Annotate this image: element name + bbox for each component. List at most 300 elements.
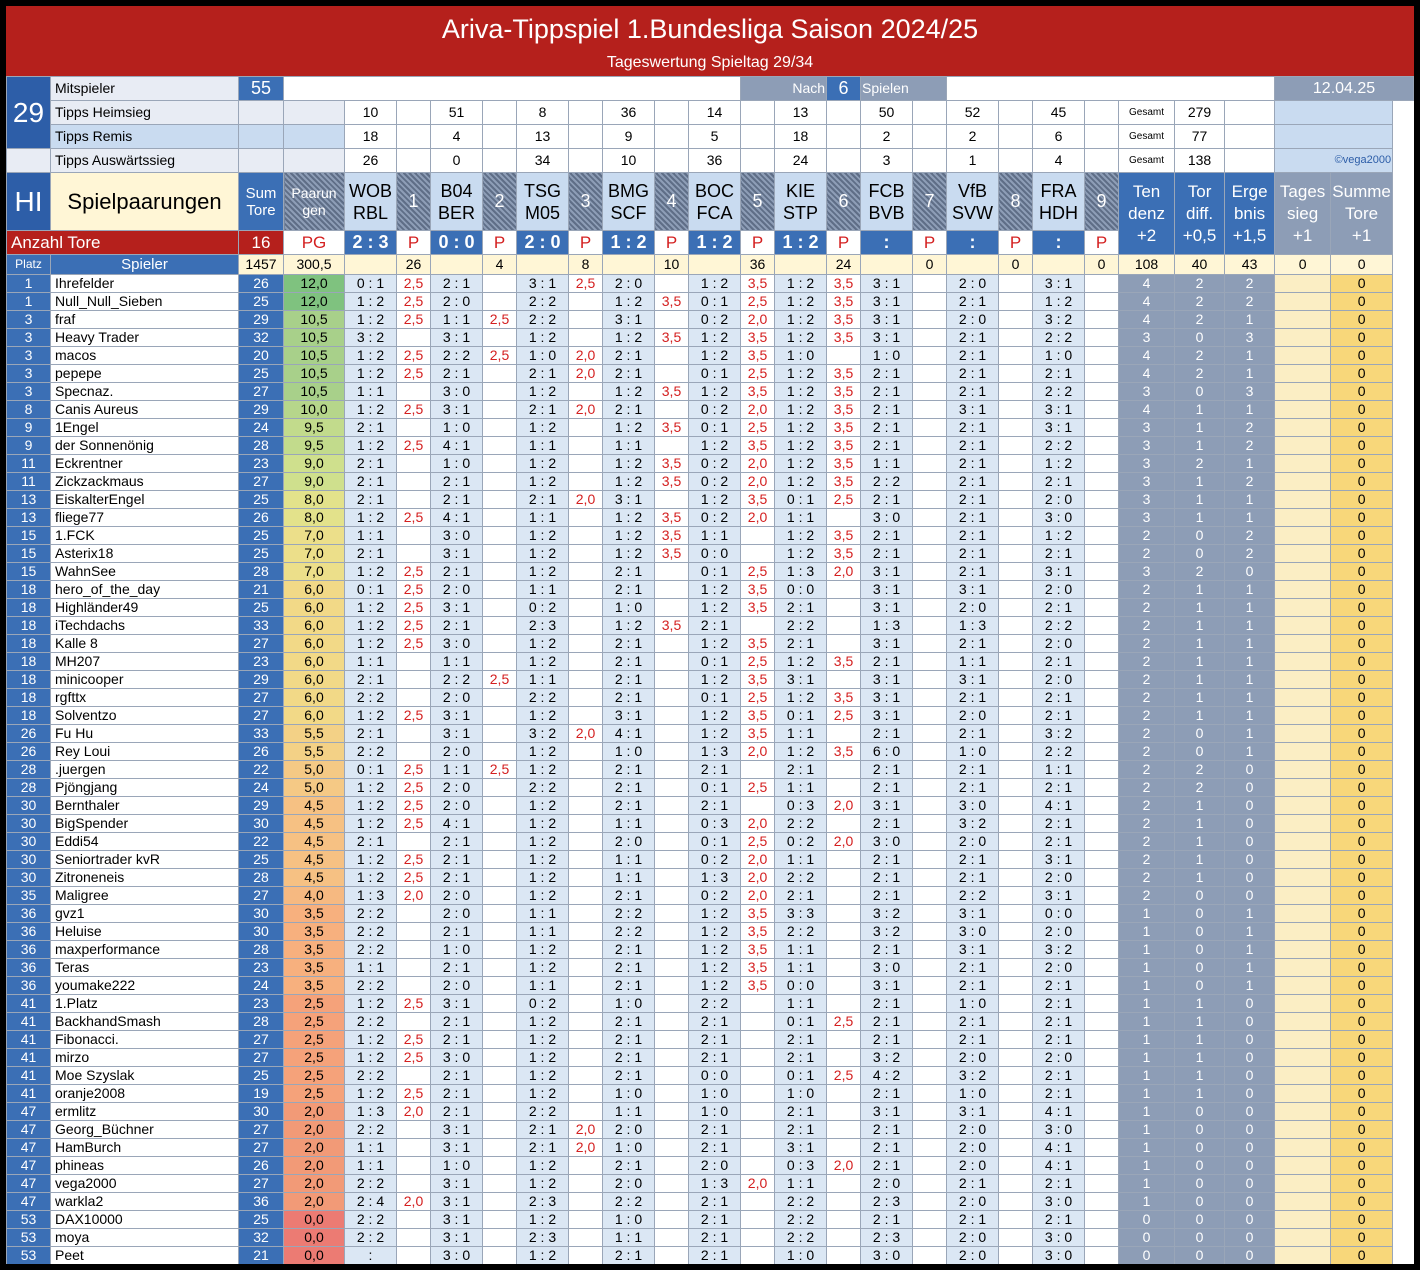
player-name: Zitroneneis	[51, 869, 239, 887]
bonus-value: 1	[1225, 401, 1275, 419]
tipp-points	[1085, 1229, 1119, 1247]
bonus-value: 0	[1331, 815, 1393, 833]
bonus-value	[1275, 581, 1331, 599]
tipp: 4 : 1	[1033, 797, 1085, 815]
rank: 41	[7, 1067, 51, 1085]
bonus-value: 1	[1175, 815, 1225, 833]
bonus-value: 0	[1331, 869, 1393, 887]
tipp: 1 : 1	[345, 653, 397, 671]
tipp: 1 : 1	[603, 437, 655, 455]
bonus-value: 0	[1331, 563, 1393, 581]
tipp-points	[999, 923, 1033, 941]
tipp: 2 : 1	[861, 1157, 913, 1175]
tipp: 2 : 1	[861, 1121, 913, 1139]
tipp-points	[483, 707, 517, 725]
bonus-value: 1	[1175, 437, 1225, 455]
tipp-points: 2,5	[741, 689, 775, 707]
player-row	[7, 311, 1414, 329]
tipp: 2 : 1	[947, 347, 999, 365]
pg-label: PG	[284, 231, 345, 255]
player-name: ermlitz	[51, 1103, 239, 1121]
points-label: P	[913, 231, 947, 255]
blank	[1275, 101, 1393, 125]
bonus-value: 0	[1331, 1193, 1393, 1211]
tipp-points	[913, 977, 947, 995]
tipp-points: 3,5	[741, 707, 775, 725]
anzahl-tore-sum: 16	[239, 231, 284, 255]
tipp: 3 : 1	[431, 1211, 483, 1229]
tipp: 2 : 1	[1033, 545, 1085, 563]
tipp: 1 : 2	[775, 275, 827, 293]
sum-tore: 28	[239, 563, 284, 581]
tipp-points: 3,5	[741, 329, 775, 347]
tipp: 1 : 2	[775, 383, 827, 401]
tipp: 2 : 1	[431, 617, 483, 635]
bonus-value	[1275, 725, 1331, 743]
player-name: HamBurch	[51, 1139, 239, 1157]
tipp-points	[397, 545, 431, 563]
tipp: 2 : 1	[603, 653, 655, 671]
tipp: 1 : 2	[603, 527, 655, 545]
tipp: 2 : 1	[1033, 1085, 1085, 1103]
player-name: 1Engel	[51, 419, 239, 437]
tipp: 3 : 2	[1033, 941, 1085, 959]
points-total: 10,5	[284, 311, 345, 329]
tipp-points	[483, 635, 517, 653]
tipp: 1 : 3	[775, 563, 827, 581]
tipp: 1 : 1	[775, 851, 827, 869]
tipp: 2 : 0	[947, 599, 999, 617]
tipp-total: 138	[1175, 149, 1225, 173]
tipp: 1 : 1	[517, 671, 569, 689]
bonus-value: 1	[1175, 1013, 1225, 1031]
sum-tore: 29	[239, 797, 284, 815]
player-row	[7, 1103, 1414, 1121]
tipp: 3 : 0	[431, 383, 483, 401]
tipp-points	[913, 851, 947, 869]
tipp: 2 : 2	[775, 1229, 827, 1247]
tipp: 0 : 1	[775, 707, 827, 725]
tipp: 2 : 1	[603, 347, 655, 365]
tipp-points	[397, 653, 431, 671]
player-row	[7, 1067, 1414, 1085]
tipp: 1 : 0	[775, 1247, 827, 1265]
player-name: Rey Loui	[51, 743, 239, 761]
player-row	[7, 401, 1414, 419]
player-row	[7, 491, 1414, 509]
tipp: 3 : 1	[603, 311, 655, 329]
tipp: 2 : 1	[603, 563, 655, 581]
tipp-points	[999, 635, 1033, 653]
tipp-points	[913, 599, 947, 617]
tipp-points: 2,0	[827, 833, 861, 851]
tipp: 2 : 1	[603, 959, 655, 977]
tipp: 3 : 1	[947, 581, 999, 599]
tipp: 2 : 0	[947, 707, 999, 725]
tipp: 2 : 2	[603, 923, 655, 941]
tipp-points	[827, 725, 861, 743]
tipp: 1 : 2	[689, 923, 741, 941]
tipp: 3 : 1	[431, 1175, 483, 1193]
rank: 35	[7, 887, 51, 905]
tipp-points	[999, 527, 1033, 545]
tipp-points	[483, 815, 517, 833]
tipp-points	[827, 869, 861, 887]
bonus-value: 1	[1175, 1049, 1225, 1067]
tipp: 2 : 2	[517, 1103, 569, 1121]
bonus-value: 4	[1119, 347, 1175, 365]
tipp-points	[827, 509, 861, 527]
rank: 53	[7, 1247, 51, 1265]
player-name: Asterix18	[51, 545, 239, 563]
tipp: 3 : 1	[431, 1193, 483, 1211]
tipp-points: 3,5	[741, 437, 775, 455]
tipp-points	[1085, 617, 1119, 635]
tipp: 1 : 2	[603, 473, 655, 491]
bonus-value: 0	[1175, 1247, 1225, 1265]
tipp: 0 : 2	[689, 887, 741, 905]
bonus-value: 2	[1225, 293, 1275, 311]
points-total: 9,0	[284, 455, 345, 473]
tipp: 3 : 1	[431, 599, 483, 617]
match-number: 1	[397, 173, 431, 231]
player-name: Teras	[51, 959, 239, 977]
tipp-points	[913, 365, 947, 383]
tipp: 4 : 1	[1033, 1139, 1085, 1157]
tipp: 2 : 1	[947, 851, 999, 869]
tipp-points	[569, 977, 603, 995]
tipp: 1 : 2	[517, 653, 569, 671]
tipp: 2 : 0	[1033, 581, 1085, 599]
bonus-value: 0	[1175, 725, 1225, 743]
tipp: 1 : 0	[603, 1211, 655, 1229]
tipp: 2 : 0	[431, 905, 483, 923]
sum-tore: 20	[239, 347, 284, 365]
bonus-value: 0	[1331, 887, 1393, 905]
tipp-points	[913, 383, 947, 401]
tipp-points	[999, 707, 1033, 725]
bonus-value: 0	[1225, 1103, 1275, 1121]
player-row	[7, 365, 1414, 383]
tipp: 0 : 0	[689, 1067, 741, 1085]
rank: 47	[7, 1121, 51, 1139]
tipp: 0 : 1	[775, 1013, 827, 1031]
sum-tore: 28	[239, 869, 284, 887]
bonus-value: 0	[1225, 851, 1275, 869]
bonus-value: 0	[1331, 365, 1393, 383]
bonus-value: 1	[1175, 653, 1225, 671]
tipp-points	[827, 1247, 861, 1265]
points-label: P	[397, 231, 431, 255]
tipp-points	[569, 743, 603, 761]
mitspieler-count: 55	[239, 77, 284, 101]
blank	[827, 101, 861, 125]
tipp: 1 : 0	[603, 743, 655, 761]
tipp: 2 : 1	[861, 725, 913, 743]
tipp: 2 : 1	[947, 959, 999, 977]
tipp: 2 : 0	[431, 293, 483, 311]
bonus-header-line: denz	[1128, 203, 1165, 223]
player-row	[7, 833, 1414, 851]
tipp-points	[999, 1049, 1033, 1067]
tipp: 1 : 2	[345, 563, 397, 581]
bonus-value: 1	[1175, 1031, 1225, 1049]
tipp-points: 2,5	[483, 311, 517, 329]
tipp: 1 : 0	[861, 347, 913, 365]
rank: 9	[7, 437, 51, 455]
tipp-points	[999, 905, 1033, 923]
tipp-points: 2,0	[741, 401, 775, 419]
tipp: 4 : 2	[861, 1067, 913, 1085]
gesamt-label: Gesamt	[1119, 101, 1175, 125]
tipp-points	[569, 779, 603, 797]
tipp: 2 : 1	[603, 1067, 655, 1085]
points-total: 10,5	[284, 383, 345, 401]
tipp: 2 : 1	[603, 1031, 655, 1049]
bonus-value	[1275, 401, 1331, 419]
tipp-points	[913, 923, 947, 941]
sum-tore: 29	[239, 311, 284, 329]
bonus-value: 0	[1175, 527, 1225, 545]
bonus-value: 1	[1119, 1031, 1175, 1049]
tipp: 3 : 1	[947, 1103, 999, 1121]
blank	[345, 255, 397, 275]
tipp: 1 : 1	[517, 509, 569, 527]
bonus-value: 0	[1225, 563, 1275, 581]
date: 12.04.25	[1275, 77, 1414, 101]
sum-tore: 27	[239, 1031, 284, 1049]
tipp: 2 : 2	[517, 779, 569, 797]
player-row	[7, 689, 1414, 707]
bonus-value	[1275, 689, 1331, 707]
tipp: 2 : 0	[603, 1121, 655, 1139]
sum-tore: 28	[239, 941, 284, 959]
player-row	[7, 635, 1414, 653]
tipp-points: 2,0	[827, 1157, 861, 1175]
tipp-points	[569, 635, 603, 653]
tipp-points	[483, 1031, 517, 1049]
tipp: 1 : 1	[603, 1103, 655, 1121]
bonus-value: 0	[1331, 761, 1393, 779]
tipp: 2 : 1	[861, 779, 913, 797]
tipp-points	[913, 1175, 947, 1193]
tipp: 1 : 2	[517, 1067, 569, 1085]
tipp-points	[483, 1175, 517, 1193]
tipp-points	[827, 941, 861, 959]
bonus-value: 0	[1331, 1067, 1393, 1085]
bonus-header-line: Erge	[1231, 181, 1268, 201]
blank	[284, 77, 741, 101]
tipp: 1 : 1	[517, 581, 569, 599]
match-result: :	[861, 231, 913, 255]
tipp: 1 : 2	[775, 419, 827, 437]
home-team: WOB	[349, 180, 392, 201]
tipp: 2 : 0	[1033, 491, 1085, 509]
tipp: 2 : 2	[1033, 617, 1085, 635]
tipp: 2 : 1	[1033, 779, 1085, 797]
tipp-points: 2,0	[741, 473, 775, 491]
sum-tore: 27	[239, 1121, 284, 1139]
rank: 47	[7, 1103, 51, 1121]
tipp-points	[483, 1247, 517, 1265]
bonus-value: 0	[1331, 617, 1393, 635]
tipp: 0 : 1	[775, 1067, 827, 1085]
tipp-points	[999, 725, 1033, 743]
player-name: macos	[51, 347, 239, 365]
tipp-points	[1085, 995, 1119, 1013]
tipp: 3 : 0	[431, 635, 483, 653]
tipp-points	[913, 311, 947, 329]
tipp: 1 : 2	[517, 473, 569, 491]
home-team: VfB	[958, 180, 988, 201]
tipp: 3 : 1	[431, 1139, 483, 1157]
tipp-points	[1085, 275, 1119, 293]
bonus-value: 3	[1119, 491, 1175, 509]
sum-tore: 33	[239, 725, 284, 743]
bonus-value	[1275, 1031, 1331, 1049]
tipp-points: 3,5	[827, 743, 861, 761]
player-name: DAX10000	[51, 1211, 239, 1229]
tipp-points: 2,5	[397, 779, 431, 797]
tipp-points	[569, 1247, 603, 1265]
tipp: 1 : 2	[345, 1049, 397, 1067]
tipp: 1 : 2	[689, 329, 741, 347]
rank: 26	[7, 725, 51, 743]
player-name: Heluise	[51, 923, 239, 941]
tipp: 0 : 2	[775, 833, 827, 851]
tipp: 3 : 0	[861, 959, 913, 977]
tipp: 2 : 0	[1033, 869, 1085, 887]
sum-tore: 30	[239, 1103, 284, 1121]
tipp-points: 2,0	[569, 347, 603, 365]
tipp: 2 : 1	[947, 977, 999, 995]
bonus-value: 2	[1225, 275, 1275, 293]
tipp: 2 : 2	[775, 1193, 827, 1211]
tipp: 2 : 1	[861, 869, 913, 887]
tipp-points	[569, 1085, 603, 1103]
tipp: 2 : 1	[603, 689, 655, 707]
bonus-value: 1	[1119, 1013, 1175, 1031]
tipp: 3 : 1	[861, 275, 913, 293]
tipp: 3 : 0	[947, 923, 999, 941]
tipp-points: 2,5	[397, 1031, 431, 1049]
player-name: Eddi54	[51, 833, 239, 851]
tipp: 3 : 1	[947, 671, 999, 689]
tipp-points	[913, 293, 947, 311]
tipp-points	[999, 545, 1033, 563]
home-team: FRA	[1040, 180, 1077, 201]
home-team: FCB	[868, 180, 905, 201]
points-total: 6,0	[284, 617, 345, 635]
tipp: 2 : 0	[431, 689, 483, 707]
tipp: 1 : 2	[517, 707, 569, 725]
tipp-points	[397, 1229, 431, 1247]
bonus-value: 1	[1119, 1121, 1175, 1139]
tipp-points	[827, 959, 861, 977]
tipp-points	[1085, 1157, 1119, 1175]
tipp-points	[655, 833, 689, 851]
tipp: 0 : 1	[689, 365, 741, 383]
bonus-value: 1	[1119, 1085, 1175, 1103]
tipp-points	[1085, 725, 1119, 743]
bonus-value: 0	[1225, 995, 1275, 1013]
tipp-points	[1085, 347, 1119, 365]
bonus-value: 2	[1225, 473, 1275, 491]
tipp: 1 : 2	[517, 1049, 569, 1067]
tipp: 2 : 0	[861, 1175, 913, 1193]
tipp: 1 : 1	[345, 527, 397, 545]
bonus-value: 1	[1175, 491, 1225, 509]
tipp: 2 : 1	[861, 851, 913, 869]
tipp-points	[569, 1013, 603, 1031]
tipp: 2 : 0	[947, 1157, 999, 1175]
tipp-points	[999, 941, 1033, 959]
player-row	[7, 1247, 1414, 1265]
tipp: 2 : 1	[861, 815, 913, 833]
tipp: 2 : 2	[345, 941, 397, 959]
tipp: 3 : 1	[431, 545, 483, 563]
tipp-total: 279	[1175, 101, 1225, 125]
tipp: 1 : 2	[345, 599, 397, 617]
sum-tore: 27	[239, 473, 284, 491]
tipp-points	[483, 491, 517, 509]
player-row	[7, 707, 1414, 725]
player-name: Maligree	[51, 887, 239, 905]
player-row	[7, 419, 1414, 437]
player-name: Canis Aureus	[51, 401, 239, 419]
sum-tore: 23	[239, 653, 284, 671]
tipp: 1 : 1	[603, 869, 655, 887]
bonus-value: 0	[1331, 743, 1393, 761]
tipp: 1 : 2	[345, 635, 397, 653]
blank	[913, 101, 947, 125]
player-row	[7, 1157, 1414, 1175]
tipp: 2 : 1	[861, 491, 913, 509]
tipp: 2 : 1	[345, 725, 397, 743]
tipp-points	[827, 1103, 861, 1121]
tipp-points: 2,5	[397, 635, 431, 653]
tipp: 2 : 1	[431, 1103, 483, 1121]
sum-tore: 29	[239, 401, 284, 419]
tipp-points: 2,5	[397, 599, 431, 617]
tipp-points: 3,5	[741, 383, 775, 401]
tipp-points	[397, 329, 431, 347]
points-label: P	[999, 231, 1033, 255]
blank	[861, 255, 913, 275]
tipp-points	[483, 1103, 517, 1121]
bonus-value: 3	[1119, 509, 1175, 527]
tipp: 2 : 1	[947, 689, 999, 707]
tipp-points	[1085, 689, 1119, 707]
tipp-points	[655, 1049, 689, 1067]
rank: 11	[7, 473, 51, 491]
bonus-value: 0	[1331, 419, 1393, 437]
tipp-points	[999, 689, 1033, 707]
tipp-points	[913, 797, 947, 815]
bonus-value: 0	[1225, 779, 1275, 797]
tipp: 1 : 1	[345, 1157, 397, 1175]
bonus-header	[1225, 173, 1275, 255]
away-team: BVB	[868, 202, 905, 223]
tipp: 0 : 1	[689, 689, 741, 707]
tipp: 0 : 3	[775, 797, 827, 815]
sum-tore: 26	[239, 1157, 284, 1175]
tipp-points: 3,5	[741, 977, 775, 995]
tipp-points: 2,5	[397, 1085, 431, 1103]
tipp-points	[913, 653, 947, 671]
tipp-points: 3,5	[655, 455, 689, 473]
bonus-value: 3	[1119, 455, 1175, 473]
